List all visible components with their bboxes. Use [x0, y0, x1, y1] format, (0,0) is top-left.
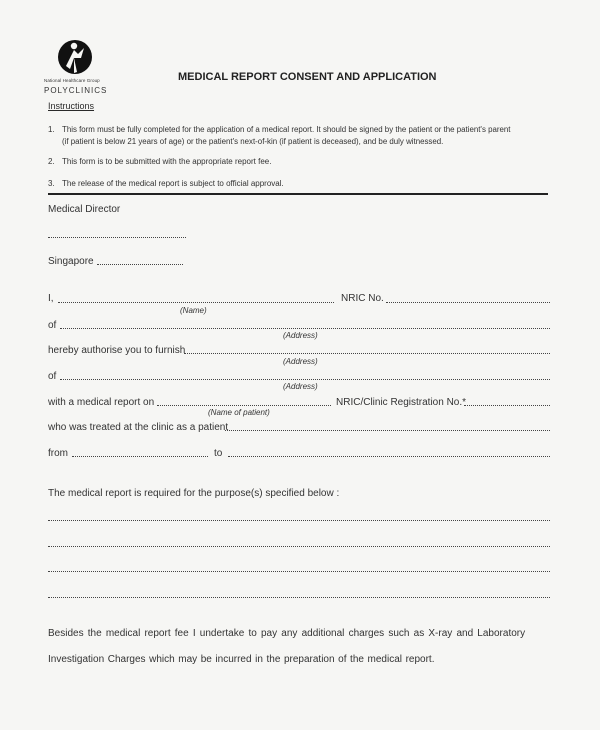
singapore-label: Singapore: [48, 256, 94, 267]
purpose-line-2[interactable]: [48, 546, 550, 547]
instruction-num-2: 2.: [48, 157, 55, 166]
applicant-name-field[interactable]: [58, 302, 334, 303]
registration-field[interactable]: [464, 405, 550, 406]
from-date-field[interactable]: [72, 456, 208, 457]
treated-label: who was treated at the clinic as a patient: [48, 422, 229, 433]
i-label: I,: [48, 293, 54, 304]
divider: [48, 193, 548, 195]
instructions-heading: Instructions: [48, 101, 95, 111]
purpose-line-3[interactable]: [48, 571, 550, 572]
report-on-label: with a medical report on: [48, 397, 155, 408]
purpose-line-4[interactable]: [48, 597, 550, 598]
patient-caption: (Name of patient): [208, 408, 270, 417]
logo-name: POLYCLINICS: [44, 86, 108, 95]
address-caption-2: (Address): [283, 357, 318, 366]
patient-name-field[interactable]: [157, 405, 331, 406]
from-label: from: [48, 448, 68, 459]
name-caption: (Name): [180, 306, 207, 315]
undertaking-line-1: Besides the medical report fee I undertake to pay any additional charges such as X-ray and Laboratory: [48, 628, 526, 639]
undertaking-line-2: Investigation Charges which may be incurred in the preparation of the medical report.: [48, 654, 435, 665]
address-caption-1: (Address): [283, 331, 318, 340]
medical-director-label: Medical Director: [48, 204, 121, 215]
director-name-field[interactable]: [48, 237, 186, 238]
purpose-label: The medical report is required for the purpose(s) specified below :: [48, 488, 340, 499]
treated-field[interactable]: [225, 430, 550, 431]
instruction-text-2: This form is to be submitted with the appropriate report fee.: [62, 157, 272, 166]
instruction-text-1a: This form must be fully completed for the application of a medical report. It should be signed by the patient or the patient's parent: [62, 125, 511, 134]
furnish-to-field[interactable]: [184, 353, 550, 354]
instruction-text-1b: (if patient is below 21 years of age) or the patient's next-of-kin (if patient is deceased), and be duly witnessed.: [62, 137, 444, 146]
instruction-num-1: 1.: [48, 125, 55, 134]
instruction-num-3: 3.: [48, 179, 55, 188]
nric-label: NRIC No.: [341, 293, 384, 304]
page-title: MEDICAL REPORT CONSENT AND APPLICATION: [178, 71, 437, 83]
instruction-text-3: The release of the medical report is subject to official approval.: [62, 179, 284, 188]
address-caption-3: (Address): [283, 382, 318, 391]
nric-field[interactable]: [386, 302, 550, 303]
authorise-label: hereby authorise you to furnish: [48, 345, 186, 356]
to-date-field[interactable]: [228, 456, 550, 457]
purpose-line-1[interactable]: [48, 520, 550, 521]
of-label-2: of: [48, 371, 57, 382]
furnish-address-field[interactable]: [60, 379, 550, 380]
logo-subtitle: National Healthcare Group: [44, 78, 100, 83]
to-label: to: [214, 448, 223, 459]
applicant-address-field[interactable]: [60, 328, 550, 329]
of-label-1: of: [48, 320, 57, 331]
postal-code-field[interactable]: [97, 264, 183, 265]
registration-label: NRIC/Clinic Registration No.*: [336, 397, 467, 408]
